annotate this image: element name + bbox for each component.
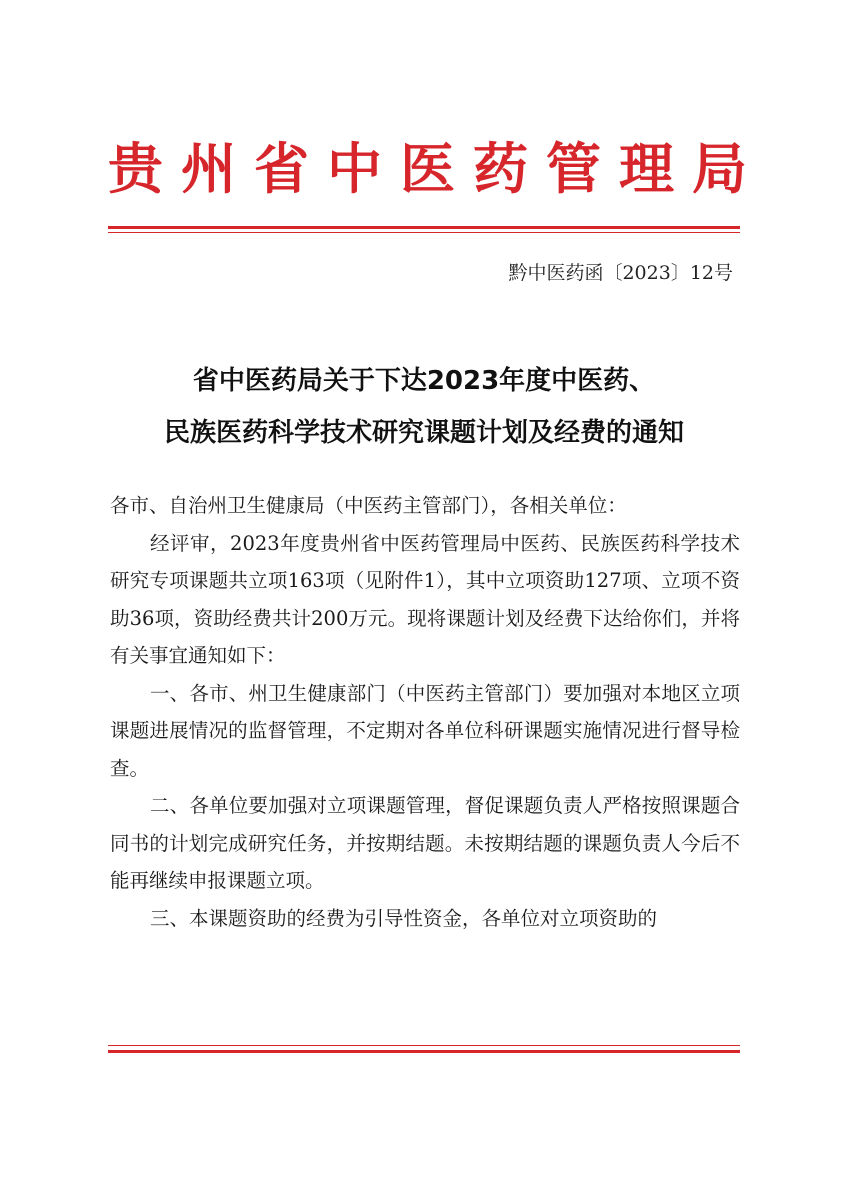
document-title: [108, 355, 740, 459]
header-divider-thin: [108, 232, 740, 233]
salutation: 各市、自治州卫生健康局（中医药主管部门），各相关单位：: [110, 494, 627, 517]
body-paragraph-item-1: 一、各市、州卫生健康部门（中医药主管部门）要加强对本地区立项课题进展情况的监督管理，不定期对各单位科研课题实施情况进行督导检查。: [110, 681, 740, 780]
title-line-2: 民族医药科学技术研究课题计划及经费的通知: [163, 418, 684, 448]
body-paragraph-intro: 经评审，2023年度贵州省中医药管理局中医药、民族医药科学技术研究专项课题共立项163项（见附件1），其中立项资助127项、立项不资助36项，资助经费共计200万元。现将课题计划及经费下达给你们，并将有关事宜通知如下：: [110, 531, 740, 667]
title-line-1: 省中医药局关于下达2023年度中医药、: [192, 366, 656, 396]
document-body: [110, 487, 740, 937]
issuing-organization-header: 贵州省中医药管理局: [108, 137, 766, 201]
footer-divider-thick: [108, 1050, 740, 1053]
body-paragraph-item-3: 三、本课题资助的经费为引导性资金，各单位对立项资助的: [150, 906, 658, 930]
header-divider-thick: [108, 226, 740, 229]
body-paragraph-item-2: 二、各单位要加强对立项课题管理，督促课题负责人严格按照课题合同书的计划完成研究任务，并按期结题。未按期结题的课题负责人今后不能再继续申报课题立项。: [110, 794, 740, 892]
footer-divider-thin: [108, 1045, 740, 1046]
document-number: 黔中医药函〔2023〕12号: [508, 262, 733, 284]
